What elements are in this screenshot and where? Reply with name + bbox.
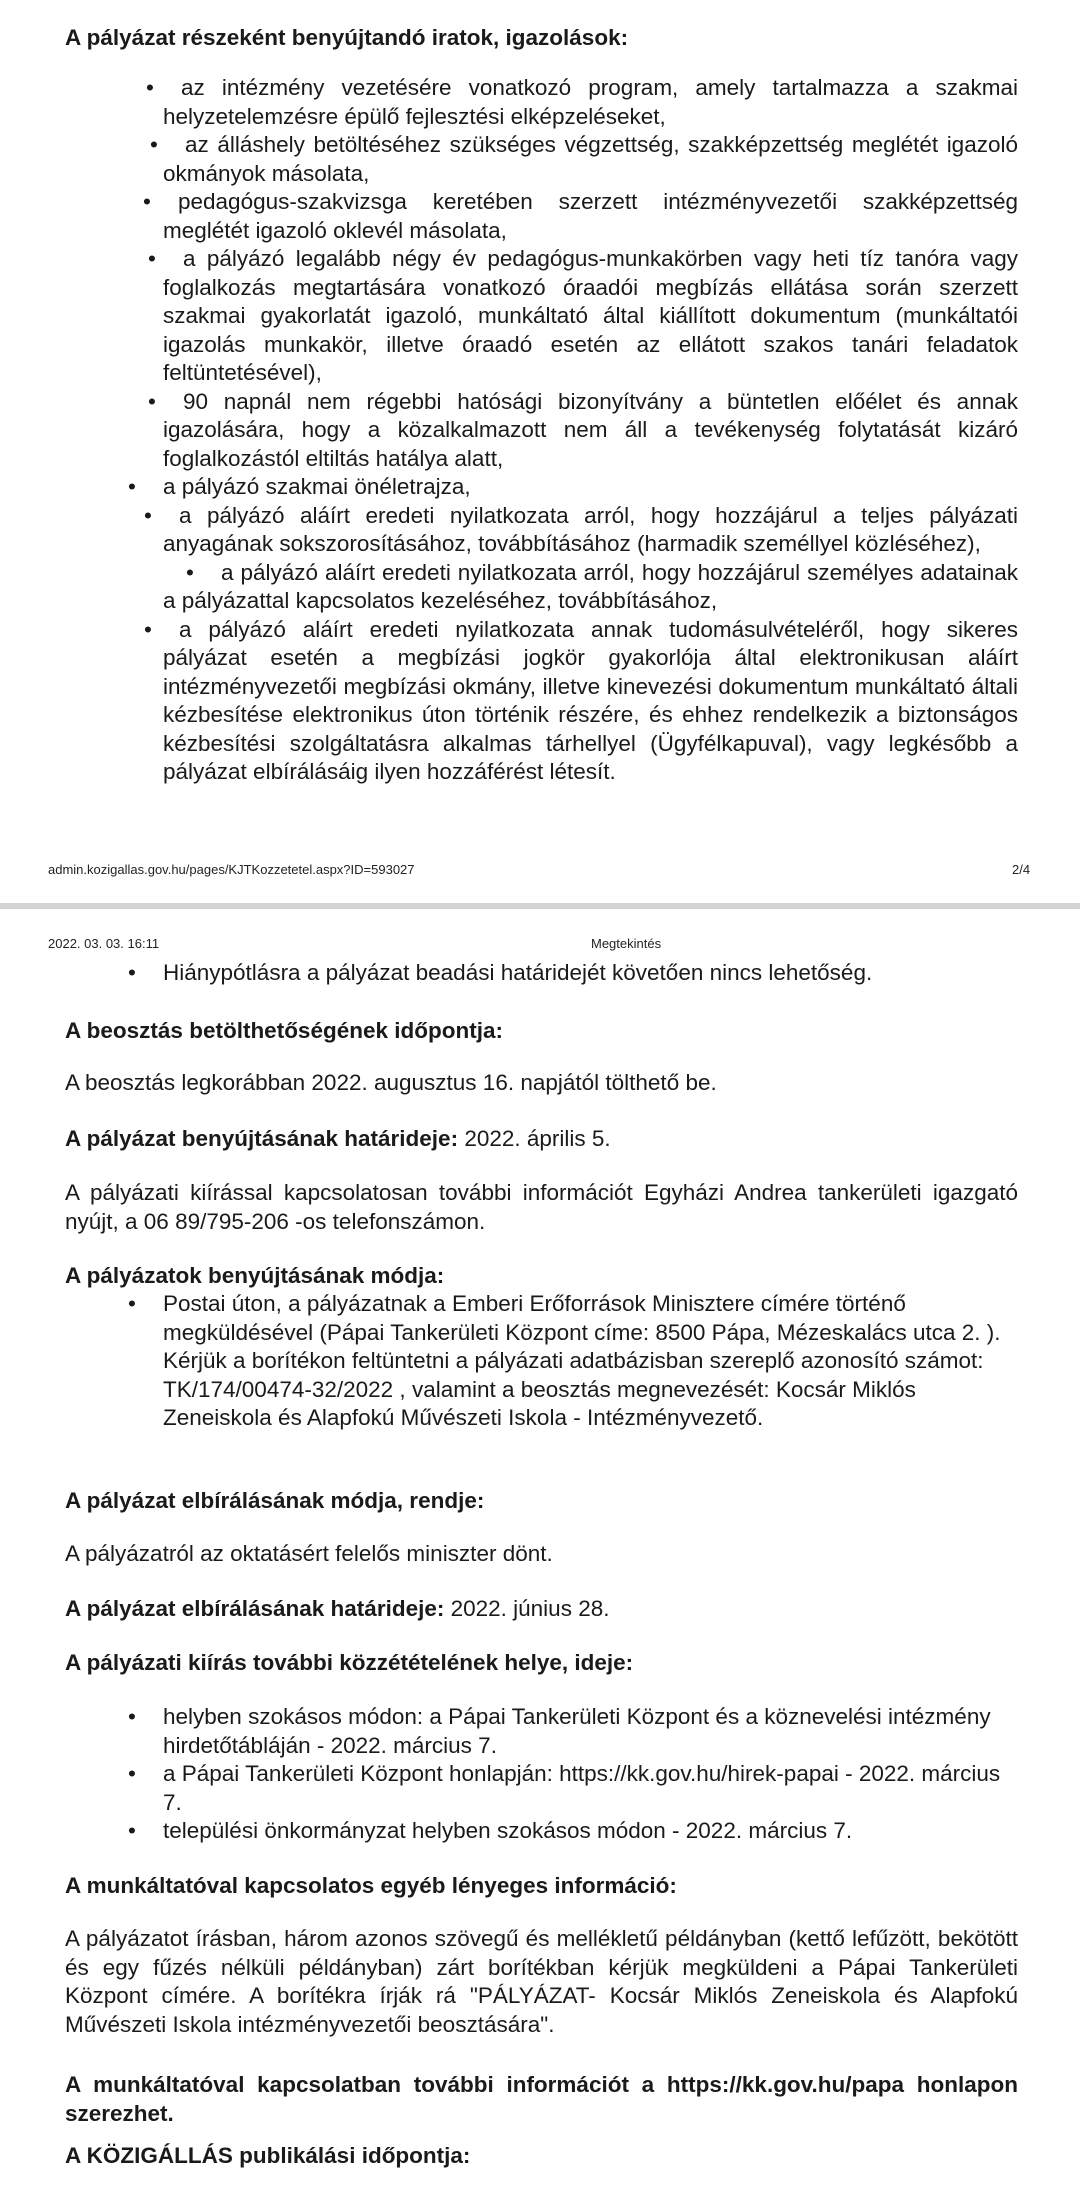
- start-date-text: A beosztás legkorábban 2022. augusztus 16. napjától tölthető be.: [65, 1070, 717, 1095]
- list-item: • Postai úton, a pályázatnak a Emberi Erőforrások Minisztere címére történő megküldésével (Pápai Tankerületi Központ címe: 8500 Pápa, Mézeskalács utca 2. ). Kérjük a borítékon feltüntetni a pályázati adatbázisban szereplő azonosító számot: TK/174/00474-32/2022 , valamint a beosztás megnevezését: Kocsár Miklós Zeneiskola és Alapfokú Művészeti Iskola - Intézményvezető.: [128, 1291, 1001, 1430]
- bullet-icon: •: [150, 132, 158, 157]
- list-item: • helyben szokásos módon: a Pápai Tankerületi Központ és a köznevelési intézmény hirdetőtábláján - 2022. március 7.: [128, 1704, 991, 1758]
- documents-heading: A pályázat részeként benyújtandó iratok, igazolások:: [65, 25, 629, 50]
- bullet-icon: •: [144, 616, 152, 642]
- bullet-icon: •: [128, 960, 136, 985]
- deadline-value: 2022. április 5.: [458, 1126, 611, 1151]
- list-item: • az intézmény vezetésére vonatkozó program, amely tartalmazza a szakmai helyzetelemzésre épülő fejlesztési elképzeléseket,: [163, 74, 1018, 131]
- evaluation-deadline-line: [65, 1595, 1018, 1624]
- bullet-icon: •: [146, 75, 154, 100]
- header-date: 2022. 03. 03. 16:11: [48, 936, 160, 951]
- evaluation-deadline-label: A pályázat elbírálásának határideje:: [65, 1596, 445, 1621]
- bullet-icon: •: [128, 474, 136, 499]
- footer-url: admin.kozigallas.gov.hu/pages/KJTKozzetetel.aspx?ID=593027: [48, 862, 415, 877]
- employer-info-text: A pályázatot írásban, három azonos szövegű és mellékletű példányban (kettő lefűzött, bekötött és egy fűzés nélküli példányban) zárt borítékban kérjük megküldeni a Pápai Tankerületi Központ címére. A borítékra írják rá "PÁLYÁZAT- Kocsár Miklós Zeneiskola és Alapfokú Művészeti Iskola intézményvezetői beosztására".: [65, 1926, 1018, 2037]
- missing-docs-list: [128, 959, 1018, 988]
- publication-date-heading: A KÖZIGÁLLÁS publikálási időpontja:: [65, 2143, 471, 2168]
- deadline-line: [65, 1125, 1018, 1154]
- start-date-heading: A beosztás betölthetőségének időpontja:: [65, 1018, 503, 1043]
- documents-list: [128, 74, 1018, 787]
- list-item: • a Pápai Tankerületi Központ honlapján: https://kk.gov.hu/hirek-papai - 2022. március 7.: [128, 1761, 1001, 1815]
- list-item: • a pályázó szakmai önéletrajza,: [163, 473, 1018, 502]
- publication-places-heading: A pályázati kiírás további közzétételének helye, ideje:: [65, 1650, 634, 1675]
- document-page-3: [0, 909, 1080, 2187]
- list-item: • a pályázó aláírt eredeti nyilatkozata arról, hogy hozzájárul személyes adatainak a pályázattal kapcsolatos kezeléséhez, továbbításához,: [163, 559, 1018, 616]
- submission-method-heading: A pályázatok benyújtásának módja:: [65, 1263, 445, 1288]
- bullet-icon: •: [186, 559, 194, 585]
- bullet-icon: •: [128, 1291, 136, 1316]
- bullet-icon: •: [128, 1818, 136, 1843]
- header-title: Megtekintés: [591, 936, 662, 951]
- evaluation-method-text: A pályázatról az oktatásért felelős miniszter dönt.: [65, 1541, 553, 1566]
- list-item: • Hiánypótlásra a pályázat beadási határidejét követően nincs lehetőség.: [163, 959, 1018, 988]
- contact-info-text: A pályázati kiírással kapcsolatosan további információt Egyházi Andrea tankerületi igazgató nyújt, a 06 89/795-206 -os telefonszámon.: [65, 1180, 1018, 1234]
- list-item: • a pályázó aláírt eredeti nyilatkozata annak tudomásulvételéről, hogy sikeres pályázat esetén a megbízási jogkör gyakorlója által elektronikusan aláírt intézményvezetői megbízási okmány, illetve kinevezési dokumentum munkáltató általi kézbesítése elektronikus úton történik részére, és ehhez rendelkezik a biztonságos kézbesítési szolgáltatásra alkalmas tárhellyel (Ügyfélkapuval), vagy legkésőbb a pályázat elbírálásáig ilyen hozzáférést létesít.: [163, 616, 1018, 787]
- submission-method-list: [128, 1290, 1018, 1433]
- list-item: • az álláshely betöltéséhez szükséges végzettség, szakképzettség meglétét igazoló okmányok másolata,: [163, 131, 1018, 188]
- evaluation-deadline-value: 2022. június 28.: [444, 1596, 610, 1621]
- bullet-icon: •: [148, 388, 156, 414]
- further-info-text: A munkáltatóval kapcsolatban további információt a https://kk.gov.hu/papa honlapon szerezhet.: [65, 2072, 1018, 2126]
- bullet-icon: •: [143, 189, 151, 214]
- bullet-icon: •: [148, 246, 156, 271]
- list-item: • a pályázó legalább négy év pedagógus-munkakörben vagy heti tíz tanóra vagy foglalkozás megtartására vonatkozó óraadói megbízás ellátása során szerzett szakmai gyakorlatát igazoló, munkáltató által kiállított dokumentum (munkáltatói igazolás munkakör, illetve óraadó esetén az ellátott szakos tanári feladatok feltüntetésével),: [163, 245, 1018, 388]
- footer-page-number: 2/4: [1012, 862, 1031, 877]
- employer-info-heading: A munkáltatóval kapcsolatos egyéb lényeges információ:: [65, 1873, 677, 1898]
- publication-places-list: [128, 1703, 1018, 1846]
- bullet-icon: •: [128, 1704, 136, 1729]
- bullet-icon: •: [144, 502, 152, 528]
- bullet-icon: •: [128, 1761, 136, 1786]
- document-page-2: [0, 0, 1080, 900]
- list-item: • 90 napnál nem régebbi hatósági bizonyítvány a büntetlen előélet és annak igazolására, hogy a közalkalmazott nem áll a tevékenység folytatását kizáró foglalkozástól eltiltás hatálya alatt,: [163, 388, 1018, 474]
- deadline-label: A pályázat benyújtásának határideje:: [65, 1126, 459, 1151]
- list-item: • települési önkormányzat helyben szokásos módon - 2022. március 7.: [163, 1817, 1018, 1846]
- list-item: • pedagógus-szakvizsga keretében szerzett intézményvezetői szakképzettség meglétét igazoló oklevél másolata,: [163, 188, 1018, 245]
- evaluation-method-heading: A pályázat elbírálásának módja, rendje:: [65, 1488, 485, 1513]
- list-item: • a pályázó aláírt eredeti nyilatkozata arról, hogy hozzájárul a teljes pályázati anyagának sokszorosításához, továbbításához (harmadik személlyel közléséhez),: [163, 502, 1018, 559]
